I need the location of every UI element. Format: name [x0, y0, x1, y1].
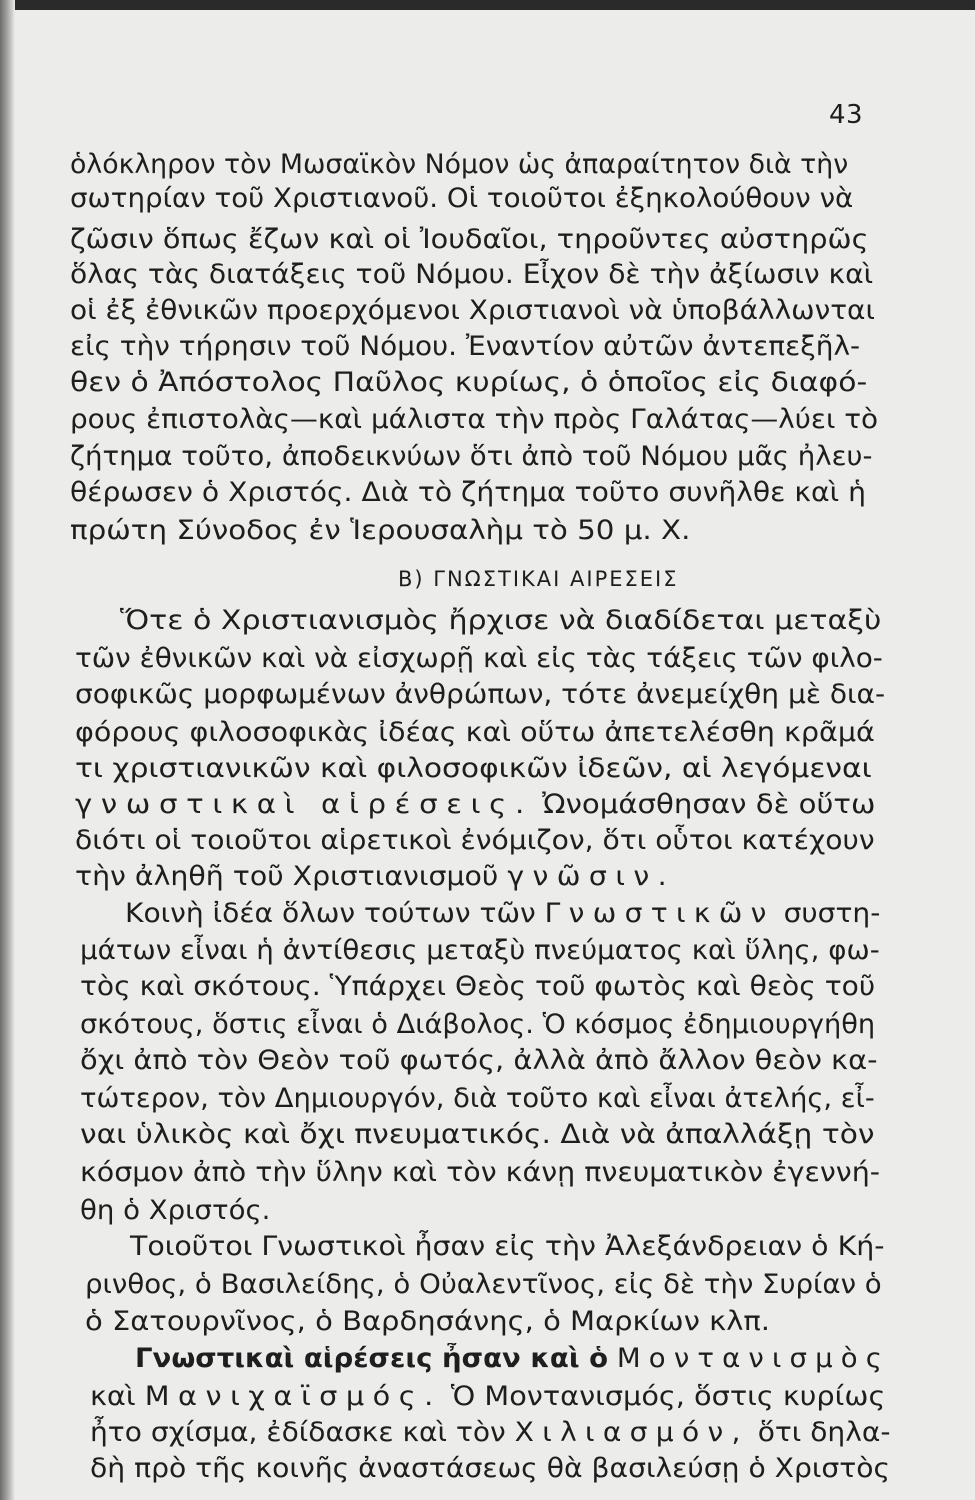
line-text: Ὅτε ὁ Χριστιανισμὸς ἤρχισε νὰ διαδίδεται μεταξὺ [120, 605, 882, 636]
section-heading: Β) ΓΝΩΣΤΙΚΑΙ ΑΙΡΕΣΕΙΣ [398, 567, 679, 591]
line-text: τι χριστιανικῶν καὶ φιλοσοφικῶν ἰδεῶν, αἱ λεγόμεναι [75, 753, 872, 784]
text-line [80, 970, 875, 1004]
line-text: Ὠνομάσθησαν δὲ οὕτω [532, 789, 876, 820]
text-line [75, 860, 675, 894]
line-text: τὸς καὶ σκότους. Ὑπάρχει Θεὸς τοῦ φωτὸς καὶ θεὸς τοῦ [80, 971, 876, 1002]
line-text: σκότους, ὅστις εἶναι ὁ Διάβολος. Ὁ κόσμος ἐδημιουργήθη [80, 1009, 876, 1040]
line-text: καὶ [90, 1381, 145, 1412]
line-text: τὴν ἀληθῆ τοῦ Χριστιανισμοῦ [75, 861, 508, 892]
text-line [80, 1044, 878, 1078]
line-text: ζῶσιν ὅπως ἔζων καὶ οἱ Ἰουδαῖοι, τηροῦντες αὐστηρῶς [70, 224, 869, 255]
text-line [75, 824, 875, 858]
line-text: ὅλας τὰς διατάξεις τοῦ Νόμου. Εἶχον δὲ τὴν ἀξίωσιν καὶ [70, 259, 874, 290]
text-line [75, 752, 872, 786]
spaced-emphasis-text: Μοντανισμὸς [616, 1343, 891, 1374]
text-line [80, 934, 880, 968]
text-line [135, 1342, 890, 1376]
page-number: 43 [829, 100, 864, 130]
text-line [85, 1268, 882, 1302]
text-line [70, 258, 873, 292]
line-text: ζήτημα τοῦτο, ἀποδεικνύων ὅτι ἀπὸ τοῦ Νόμου μᾶς ἠλευ- [70, 441, 873, 472]
text-line [80, 1194, 270, 1228]
spaced-emphasis-text: Γνωστικῶν [544, 898, 775, 929]
text-line [70, 223, 868, 257]
line-text: συστη- [774, 898, 881, 929]
line-text: Τοιοῦτοι Γνωστικοὶ ἦσαν εἰς τὴν Ἀλεξάνδρειαν ὁ Κή- [130, 1231, 885, 1262]
text-line [70, 294, 875, 328]
line-text: σωτηρίαν τοῦ Χριστιανοῦ. Οἱ τοιοῦτοι ἐξηκολούθουν νὰ [70, 183, 854, 214]
line-text: θεν ὁ Ἀπόστολος Παῦλος κυρίως, ὁ ὁποῖος εἰς διαφό- [70, 367, 868, 398]
line-text: Κοινὴ ἰδέα ὅλων τούτων τῶν [125, 898, 545, 929]
line-text: οἱ ἐξ ἐθνικῶν προερχόμενοι Χριστιανοὶ νὰ ὑποβάλλωνται [70, 295, 875, 326]
text-line [125, 897, 880, 931]
line-text: πρώτη Σύνοδος ἐν Ἱερουσαλὴμ τὸ 50 μ. Χ. [70, 515, 691, 546]
text-line [80, 1008, 875, 1042]
line-text: ρους ἐπιστολὰς—καὶ μάλιστα τὴν πρὸς Γαλάτας—λύει τὸ [70, 404, 879, 435]
text-line [80, 1082, 875, 1116]
spaced-emphasis-text: γνωστικαὶ αἱρέσεις. [75, 789, 533, 820]
line-text: τώτερον, τὸν Δημιουργόν, διὰ τοῦτο καὶ εἶναι ἀτελής, εἶ- [80, 1083, 875, 1114]
line-text: δὴ πρὸ τῆς κοινῆς ἀναστάσεως θὰ βασιλεύσῃ ὁ Χριστὸς [90, 1453, 891, 1484]
text-line [70, 366, 867, 400]
line-text: ὁλόκληρον τὸν Μωσαϊκὸν Νόμον ὡς ἀπαραίτητον διὰ τὴν [70, 149, 849, 180]
text-line [70, 330, 860, 364]
spaced-emphasis-text: Μανιχαϊσμός. [144, 1381, 442, 1412]
line-text: διότι οἱ τοιοῦτοι αἱρετικοὶ ἐνόμιζον, ὅτι οὗτοι κατέχουν [75, 825, 875, 856]
scan-binding-edge [0, 0, 15, 1500]
text-line [130, 1230, 885, 1264]
line-text: ρινθος, ὁ Βασιλείδης, ὁ Οὐαλεντῖνος, εἰς δὲ τὴν Συρίαν ὁ [85, 1269, 882, 1300]
text-line [75, 788, 875, 822]
line-text: Ὁ Μοντανισμός, ὅστις κυρίως [441, 1381, 886, 1412]
text-line [70, 182, 853, 216]
text-line [75, 678, 885, 712]
text-line [85, 1305, 770, 1339]
line-text: ὅτι δηλα- [748, 1417, 891, 1448]
line-text: εἰς τὴν τήρησιν τοῦ Νόμου. Ἐναντίον αὐτῶν ἀντεπεξῆλ- [70, 331, 861, 362]
line-text: κόσμον ἀπὸ τὴν ὕλην καὶ τὸν κάνῃ πνευματικὸν ἐγεννή- [80, 1157, 881, 1188]
line-text: ὄχι ἀπὸ τὸν Θεὸν τοῦ φωτός, ἀλλὰ ἀπὸ ἄλλον θεὸν κα- [80, 1045, 878, 1076]
line-text [608, 1343, 617, 1374]
spaced-emphasis-text: γνῶσιν. [507, 861, 676, 892]
text-line [70, 440, 872, 474]
line-text: σοφικῶς μορφωμένων ἀνθρώπων, τότε ἀνεμείχθη μὲ δια- [75, 679, 886, 710]
line-text: ὁ Σατουρνῖνος, ὁ Βαρδησάνης, ὁ Μαρκίων κλπ. [85, 1306, 771, 1337]
line-text: θέρωσεν ὁ Χριστός. Διὰ τὸ ζήτημα τοῦτο συνῆλθε καὶ ἡ [70, 477, 866, 508]
spaced-emphasis-text: Χιλιασμόν, [514, 1417, 749, 1448]
line-text: τῶν ἐθνικῶν καὶ νὰ εἰσχωρῇ καὶ εἰς τὰς τάξεις τῶν φιλο- [75, 643, 883, 674]
line-text: ἦτο σχίσμα, ἐδίδασκε καὶ τὸν [90, 1417, 515, 1448]
text-line [80, 1156, 880, 1190]
line-text: μάτων εἶναι ἡ ἀντίθεσις μεταξὺ πνεύματος καὶ ὕλης, φω- [80, 935, 880, 966]
text-line [75, 642, 883, 676]
line-text: φόρους φιλοσοφικὰς ἰδέας καὶ οὕτω ἀπετελέσθη κρᾶμά [75, 717, 875, 748]
line-text: θη ὁ Χριστός. [80, 1195, 271, 1226]
text-line [70, 148, 848, 182]
text-line [90, 1416, 891, 1450]
text-line [90, 1452, 890, 1486]
text-line [120, 604, 881, 638]
text-line [70, 476, 866, 510]
line-text: ναι ὑλικὸς καὶ ὄχι πνευματικός. Διὰ νὰ ἀπαλλάξῃ τὸν [80, 1119, 875, 1150]
scan-dark-top-border [0, 0, 975, 10]
text-line [70, 403, 878, 437]
text-line [80, 1118, 874, 1152]
text-line [75, 716, 875, 750]
text-line [90, 1380, 885, 1414]
bold-emphasis-text: Γνωστικαὶ αἱρέσεις ἦσαν καὶ ὁ [135, 1343, 609, 1374]
text-line [70, 514, 690, 548]
